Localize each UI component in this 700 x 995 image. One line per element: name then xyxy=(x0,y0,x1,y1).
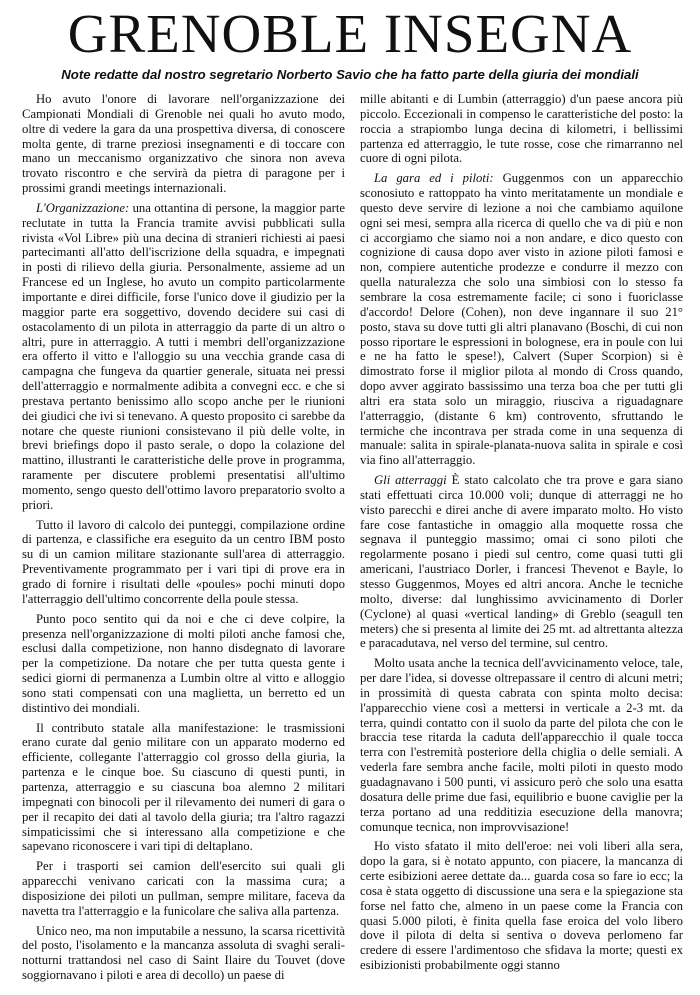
paragraph: Unico neo, ma non imputabile a nessuno, la scarsa ricettività del posto, l'isolamento e la mancanza assoluta di svaghi serali-notturni trattandosi nel caso di Saint Ilaire du Touvet (dove soggiornavano i piloti e area di decollo) un paese di xyxy=(22,923,345,983)
paragraph: Il contributo statale alla manifestazione: le trasmissioni erano curate dal genio militare con un apparato moderno ed efficiente, collegante l'atterraggio col grosso della giuria, la partenza e le cinque boe. Su ciascuno di questi punti, in partenza, atterraggio e su ciascuna boa alemno 2 militari impegnati con binocoli per il rilevamento dei numeri di gara o per il recapito dei dati al tavolo della giuria; tra l'altro ragazzi simpaticissimi che si interessano alla competizione e che sapevano riconoscere i vari tipi di deltaplano. xyxy=(22,720,345,854)
left-column xyxy=(22,92,345,992)
paragraph: L'Organizzazione: una ottantina di persone, la maggior parte reclutate in tutta la Francia tramite avvisi pubblicati sulla rivista «Vol Libre» più una decina di stranieri richiesti ai paesi partecimanti all'atto dell'iscrizione della squadra, e impegnati in posti di rilievo della giuria. Personalmente, assieme ad un Francese ed un Inglese, ho avuto un compito particolarmente importante e direi difficile, forse l'unico dove il giudizio per la maggior parte era soggettivo, dovendo decidere sui casi di ostacolamento di un pilota in atterraggio da parte di un altro o altri, pure in atterraggio. A tutti i membri dell'organizzazione era offerto il vitto e l'alloggio su una vecchia grande casa di campagna che fungeva da quartier generale, situata nei pressi dell'atterraggio e normalmente adibita a convegni ecc. e che si prestava pertanto benissimo allo scopo anche per le riunioni dei giudici che ivi si tenevano. A questo proposito ci sarebbe da notare che queste riunioni consistevano il più delle volte, in brevi briefings dopo il pasto serale, o dopo la colazione del mattino, illustranti le caratteristiche delle prove in programma, raramente per discutere problemi presentatisi all'ultimo momento, sengo questo dell'ottimo lavoro preparatorio svolto a priori. xyxy=(22,200,345,512)
paragraph: Tutto il lavoro di calcolo dei punteggi, compilazione ordine di partenza, e classifiche era eseguito da un centro IBM posto su di un camion militare stazionante sull'area di atterraggio. Preventivamente programmato per i vari tipi di prove era in grado di fornire i risultati delle «poules» pochi minuti dopo l'atterraggio dell'ultimo concorrente della poule stessa. xyxy=(22,517,345,606)
section-lead: La gara ed i piloti: xyxy=(374,171,494,186)
article-subtitle: Note redatte dal nostro segretario Norberto Savio che ha fatto parte della giuria dei mondiali xyxy=(61,67,639,82)
paragraph: Ho visto sfatato il mito dell'eroe: nei voli liberi alla sera, dopo la gara, si è notato appunto, con piacere, la mancanza di certe esibizioni aeree dettate da... guarda cosa so fare io ecc; la cosa è stata oggetto di discussione una sera e la spiegazione sta forse nel fatto che, almeno in un paese come la Francia con quasi 5.000 piloti, è finita quella fase eroica del volo libero dove il pilota di delta si sentiva o doveva perlomeno far credere di essere l'ardimentoso che sfidava la morte; questi ex esibizionisti probabilmente oggi stanno xyxy=(360,839,683,973)
paragraph: La gara ed i piloti: Guggenmos con un apparecchio sconosiuto e rattoppato ha vinto meritatamente un mondiale e questo deve servire di lezione a noi che cambiamo aquilone ogni sei mesi, sempra alla ricerca di quello che va di più e non ci accorgiamo che siamo noi a non andare, e dico questo con cognizione di causa dopo aver visto in azione piloti famosi e non, compiere autentiche prodezze e condurre il mezzo con quella naturalezza che solo una simbiosi con lo stesso fa sembrare la cosa estremamente facile; ci sono i fuoriclasse d'accordo! Delore (Cohen), non deve ingannare il suo 21° posto, stava su dove tutti gli altri planavano (Boschi, di cui non posso riportare le espressioni in bolognese, era in poule con lui e ne ha fatto le spese!), Calvert (Super Scorpion) si è dimostrato forse il miglior pilota al mondo di Cross quando, dopo avver aggirato bassissimo una terza boa che per tutti gli altri era stata solo un miraggio, riusciva a riguadagnare l'atterraggio, (distante 6 km) controvento, sfruttando le termiche che incontrava per strada come in una sequenza di manuale: salita in spirale-planata-nuova salita in spirale e così via fino all'atterraggio. xyxy=(360,171,683,468)
paragraph: Molto usata anche la tecnica dell'avvicinamento veloce, tale, per dare l'idea, si dovesse oltrepassare il centro di alcuni metri; in prossimità di questa cabrata con spinta molto decisa: l'apparecchio viene così a mettersi in verticale a 2-3 mt. da terra, quindi contatto con il suolo da parte del pilota che con le braccia tese ritarda la caduta dell'apparecchio il quale tocca terra con l'estremità posteriore della chiglia o delle semiali. A vederla fare sembra anche facile, molti piloti in questo modo guadagnavano i 500 punti, vi assicuro però che solo una esatta dosatura delle prime due fasi, equilibrio e buone caviglie per la terza portano ad una redditizia esecuzione della manovra; comunque tecnica, non improvvisazione! xyxy=(360,656,683,834)
paragraph: Punto poco sentito qui da noi e che ci deve colpire, la presenza nell'organizzazione di molti piloti anche famosi che, esclusi dalla competizione, non hanno disdegnato di lavorare per la competizione. Da notare che per tutta questa gente i sedici giorni di permanenza a Lumbin oltre al vitto e alloggio sono stati compensati con una maglietta, un berretto ed un distintivo dei mondiali. xyxy=(22,611,345,715)
paragraph: Per i trasporti sei camion dell'esercito sui quali gli apparecchi venivano caricati con la massima cura; a disposizione dei piloti un pullman, sempre militare, faceva da navetta tra l'atterraggio e la funicolare che saliva alla partenza. xyxy=(22,859,345,918)
section-lead: Gli atterraggi xyxy=(374,473,447,488)
paragraph-continued: mille abitanti e di Lumbin (atterraggio) d'un paese ancora più piccolo. Eccezionali in compenso le caratteristiche del posto: la roccia a strapiombo lunga decina di kilometri, i bellissimi partenza ed atterraggio, le tute rosse, cose che rimarranno nel cuore di ogni pilota. xyxy=(360,92,683,166)
right-column xyxy=(360,92,683,992)
article-title: GRENOBLE INSEGNA xyxy=(67,3,633,64)
section-lead: L'Organizzazione: xyxy=(36,200,130,215)
paragraph: Gli atterraggi È stato calcolato che tra prove e gara siano stati effettuati circa 10.000 voli; dunque di atterraggi ne ho visto parecchi e direi anche di avere imparato molto. Ho visto fare cose fantastiche in omaggio alla moquette rossa che segnava il punteggio massimo; omai ci sono piloti che regolarmente posano i piedi sul centro, come quasi tutti gli americani, l'austriaco Dorler, i francesi Thevenot e Bayle, lo stesso Guggenmos, Moyes ed altri ancora. Anche le tecniche molto, diverse: dal lunghissimo avvicinamento di Dorler (Cyclone) al quasi «vertical landing» di Greblo (seagull ten meters) che si presenta al limite dei 25 mt. ad altrettanta altezza e paracadutava, nel verso del termine, sul centro. xyxy=(360,473,683,651)
paragraph: Ho avuto l'onore di lavorare nell'organizzazione dei Campionati Mondiali di Grenoble nei quali ho avuto modo, oltre di vedere la gara da una prospettiva diversa, di conoscere molta gente, di trarne preziosi insegnamenti e di toccare con mano un meccanismo organizzativo che sinora non aveva trovato riscontro e che servirà da pietra di paragone per i prossimi grandi meetings internazionali. xyxy=(22,92,345,196)
